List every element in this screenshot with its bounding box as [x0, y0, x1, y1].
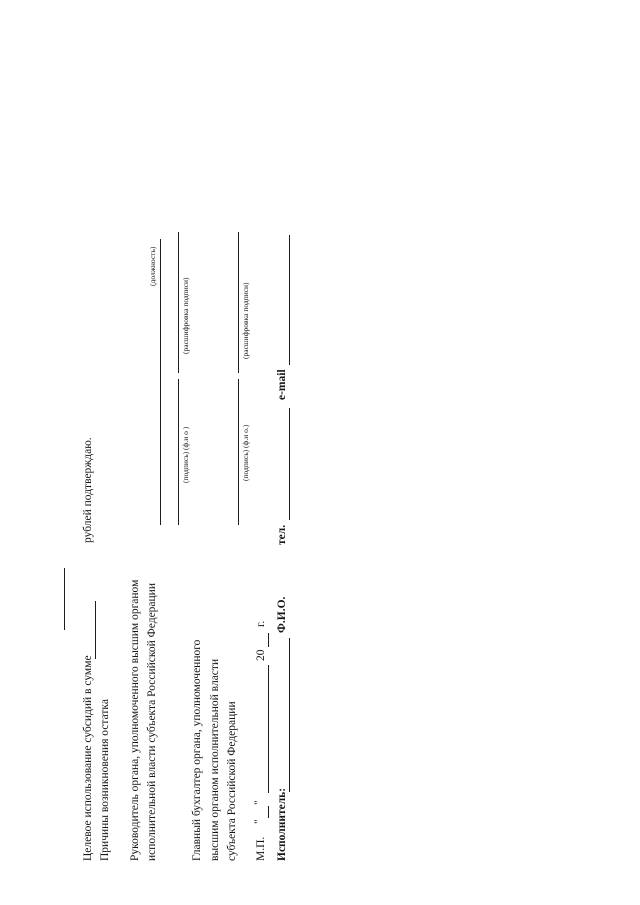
executor-tel-label: тел. — [276, 524, 288, 545]
date-year-prefix: 20 — [255, 649, 267, 661]
purpose-suffix: рублей подтверждаю. — [82, 437, 94, 543]
date-quote-close: " — [253, 800, 265, 805]
head-position-line[interactable] — [160, 239, 161, 525]
accountant-line-2: высшим органом исполнительной власти — [209, 658, 221, 861]
executor-label: Исполнитель: — [276, 787, 288, 861]
executor-name-line[interactable] — [289, 638, 290, 792]
purpose-label: Целевое использование субсидий в сумме — [82, 655, 94, 861]
date-year-line[interactable] — [268, 633, 269, 647]
date-year-suffix: г. — [255, 620, 267, 627]
executor-email-line[interactable] — [289, 235, 290, 365]
head-decoding-line[interactable] — [178, 232, 179, 373]
head-position-caption: (должность) — [148, 246, 157, 286]
accountant-decoding-line[interactable] — [238, 232, 239, 373]
date-quote-open: " — [253, 819, 265, 824]
purpose-amount-line[interactable] — [95, 601, 96, 659]
date-day-line[interactable] — [268, 806, 269, 818]
purpose-top-line — [64, 568, 65, 630]
head-signature-caption: (подпись) (ф.и о ) — [181, 426, 190, 483]
head-signature-line[interactable] — [178, 379, 179, 525]
date-month-line[interactable] — [268, 665, 269, 793]
executor-fio-label: Ф.И.О. — [276, 596, 288, 633]
head-line-2: исполнительной власти субъекта Российской Федерации — [146, 583, 158, 861]
executor-tel-line[interactable] — [289, 408, 290, 520]
accountant-signature-line[interactable] — [238, 379, 239, 525]
head-decoding-caption: (расшифровка подписи) — [181, 277, 190, 354]
accountant-signature-caption: (подпись) (ф.и о.) — [241, 424, 250, 481]
accountant-decoding-caption: (расшифровка подписи) — [241, 282, 250, 359]
accountant-line-1: Главный бухгалтер органа, уполномоченного — [191, 639, 203, 861]
executor-email-label: e-mail — [276, 369, 288, 400]
accountant-line-3: субъекта Российской Федерации — [226, 701, 238, 861]
stamp-label: М.П. — [255, 836, 267, 861]
remainder-reasons-label: Причины возникновения остатка — [99, 699, 111, 861]
head-line-1: Руководитель органа, уполномоченного высшим органом — [129, 579, 141, 861]
